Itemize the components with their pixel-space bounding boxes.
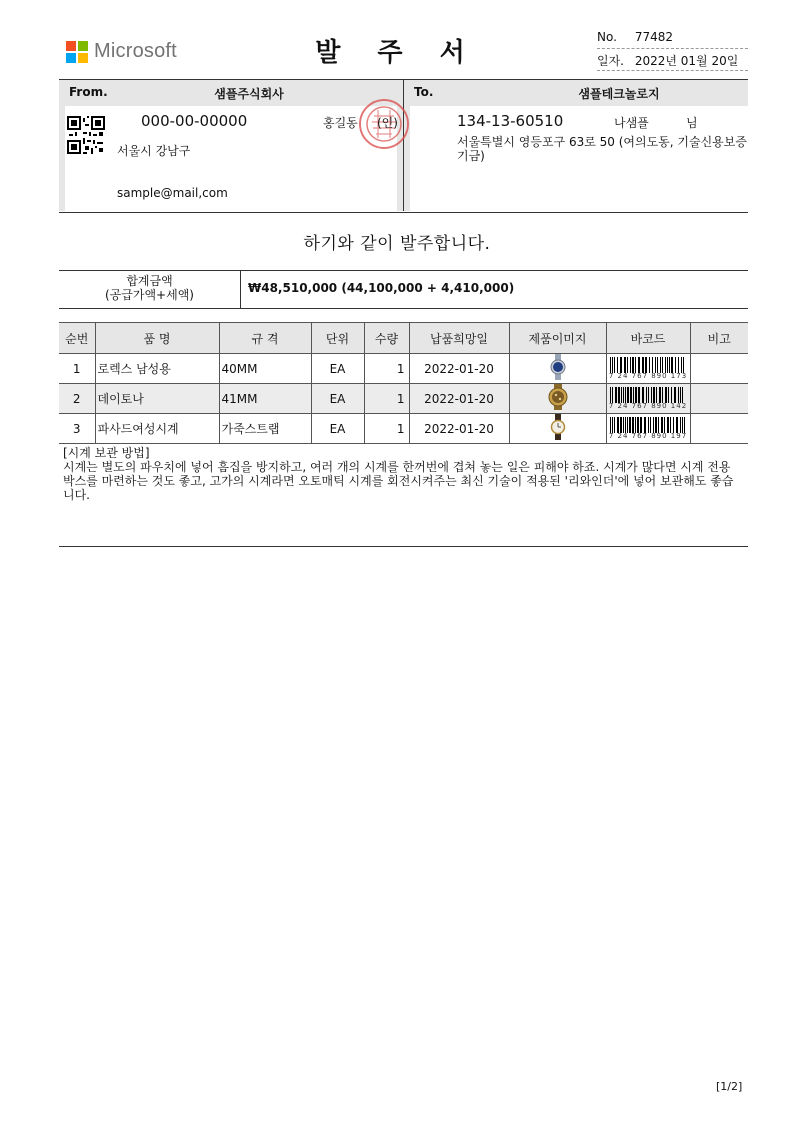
cell-unit: EA (311, 354, 364, 384)
from-address: 서울시 강남구 (117, 144, 191, 158)
barcode-bar (627, 387, 629, 403)
to-company: 샘플테크놀로지 (578, 87, 660, 101)
cell-qty: 1 (364, 384, 409, 414)
barcode-bar (676, 417, 678, 433)
cell-barcode (606, 354, 690, 384)
barcode-bar (635, 357, 636, 373)
barcode-bar (633, 387, 634, 403)
barcode-bar (610, 387, 611, 403)
barcode-bar (637, 417, 639, 433)
barcode-bar (665, 357, 666, 373)
to-address: 서울특별시 영등포구 63로 50 (여의도동, 기술신용보증기금) (457, 135, 747, 163)
from-company: 샘플주식회사 (214, 87, 284, 101)
from-email: sample@mail,com (117, 186, 228, 200)
memo-title: [시계 보관 방법] (63, 446, 150, 460)
cell-barcode (606, 414, 690, 444)
barcode-bar (632, 417, 634, 433)
barcode-bar (627, 417, 628, 433)
barcode-bar (625, 387, 626, 403)
barcode-bar (682, 387, 683, 403)
barcode-bar (678, 387, 679, 403)
col-header-spec: 규 격 (219, 323, 311, 354)
barcode-bar (642, 357, 644, 373)
cell-unit: EA (311, 414, 364, 444)
memo-body: 시계는 별도의 파우치에 넣어 흠집을 방지하고, 여러 개의 시계를 한꺼번에 겹쳐 놓는 일은 피해야 하죠. 시계가 많다면 시계 전용 박스를 마련하는 것도 좋고, 고가의 시계라면 오토매틱 시계를 회전시켜주는 최신 기술이 적용된 '리와인더'에 넣어 보관해도 좋습니다. (63, 460, 734, 502)
barcode-bar (617, 417, 619, 433)
barcode-bar (612, 387, 613, 403)
barcode-bar (627, 357, 628, 373)
logo-text: Microsoft (94, 40, 177, 62)
barcode-bar (664, 417, 665, 433)
from-ceo-name: 홍길동 (323, 116, 358, 130)
order-notice: 하기와 같이 발주합니다. (303, 234, 491, 254)
barcode-bar (667, 417, 669, 433)
barcode-bar (684, 417, 685, 433)
col-header-unit: 단위 (311, 323, 364, 354)
total-label (59, 271, 241, 308)
barcode-bar (662, 357, 663, 373)
memo-section (63, 446, 743, 502)
seal-mark: (인) (377, 116, 398, 130)
barcode-bar (614, 417, 615, 433)
barcode-bar (673, 417, 674, 433)
barcode-bar (624, 357, 626, 373)
barcode-bar (630, 387, 632, 403)
cell-no: 3 (59, 414, 95, 444)
cell-qty: 1 (364, 414, 409, 444)
barcode-bar (657, 357, 658, 373)
barcode-bar (615, 387, 617, 403)
table-row (59, 414, 748, 444)
order-date-label: 일자. (597, 54, 624, 68)
barcode-bar (651, 387, 652, 403)
barcode-bar (632, 357, 634, 373)
cell-date: 2022-01-20 (409, 384, 509, 414)
total-label-line1: 합계금액 (126, 274, 173, 288)
total-value: ₩48,510,000 (44,100,000 + 4,410,000) (248, 281, 515, 295)
barcode-bar (653, 417, 654, 433)
cell-no: 1 (59, 354, 95, 384)
barcode-bar (635, 417, 636, 433)
barcode-bar (658, 417, 659, 433)
barcode-bar (674, 387, 676, 403)
page-number: [1/2] (716, 1080, 743, 1093)
order-number-value: 77482 (634, 30, 674, 44)
col-header-barcode: 바코드 (606, 323, 690, 354)
barcode-bar (652, 357, 653, 373)
from-header (59, 80, 403, 106)
cell-spec: 40MM (219, 354, 311, 384)
barcode-bar (659, 387, 661, 403)
barcode-bar (668, 387, 669, 403)
barcode-bar (620, 417, 622, 433)
barcode-bar (638, 387, 640, 403)
cell-name: 데이토나 (95, 384, 219, 414)
from-side-shade (59, 106, 65, 211)
barcode-icon (609, 387, 687, 403)
document-title: 발 주 서 (315, 38, 479, 68)
cell-qty: 1 (364, 354, 409, 384)
barcode-bar (621, 387, 622, 403)
barcode-bar (614, 357, 615, 373)
total-amount-box (59, 270, 748, 309)
barcode-bar (635, 387, 637, 403)
barcode-bar (655, 417, 657, 433)
cell-name: 파사드여성시계 (95, 414, 219, 444)
cell-spec: 가죽스트랩 (219, 414, 311, 444)
barcode-bar (650, 417, 651, 433)
cell-barcode (606, 384, 690, 414)
col-header-no: 순번 (59, 323, 95, 354)
cell-note (690, 354, 748, 384)
cell-image (509, 354, 606, 384)
memo-bottom-divider (59, 546, 748, 547)
barcode-bar (642, 387, 644, 403)
barcode-bar (653, 387, 655, 403)
barcode-bar (646, 387, 647, 403)
cell-image (509, 384, 606, 414)
barcode-bar (660, 357, 661, 373)
barcode-bar (665, 387, 667, 403)
cell-unit: EA (311, 384, 364, 414)
table-header-row (59, 323, 748, 354)
order-date (597, 52, 748, 71)
cell-no: 2 (59, 384, 95, 414)
total-label-line2: (공급가액+세액) (105, 288, 194, 302)
barcode-bar (662, 387, 663, 403)
barcode-bar (645, 357, 647, 373)
barcode-bar (630, 357, 631, 373)
barcode-bar (638, 357, 640, 373)
col-header-date: 납품희망일 (409, 323, 509, 354)
barcode-bar (612, 357, 613, 373)
barcode-bar (629, 417, 631, 433)
barcode-bar (648, 387, 649, 403)
cell-note (690, 384, 748, 414)
table-row (59, 354, 748, 384)
barcode-bar (682, 417, 683, 433)
watch-image-icon (548, 354, 568, 380)
cell-date: 2022-01-20 (409, 414, 509, 444)
barcode-bar (617, 357, 618, 373)
barcode-bar (681, 357, 682, 373)
barcode-bar (610, 417, 611, 433)
barcode-bar (670, 417, 671, 433)
cell-image (509, 414, 606, 444)
to-label: To. (414, 85, 434, 99)
party-info-box (59, 79, 748, 213)
barcode-bar (680, 387, 681, 403)
table-row (59, 384, 748, 414)
col-header-note: 비고 (690, 323, 748, 354)
cell-note (690, 414, 748, 444)
watch-image-icon (548, 414, 568, 440)
cell-spec: 41MM (219, 384, 311, 414)
barcode-bar (623, 417, 624, 433)
from-biz-number: 000-00-00000 (141, 112, 248, 130)
barcode-bar (671, 357, 673, 373)
barcode-bar (620, 357, 622, 373)
barcode-bar (618, 387, 620, 403)
to-honorific: 님 (686, 116, 698, 130)
from-label: From. (69, 85, 108, 99)
to-header (404, 80, 748, 106)
barcode-number: 7 24 767 890 197 (608, 432, 688, 440)
barcode-bar (625, 417, 626, 433)
barcode-bar (675, 357, 676, 373)
barcode-bar (667, 357, 668, 373)
barcode-bar (623, 387, 624, 403)
barcode-bar (649, 357, 650, 373)
barcode-number: 7 24 767 890 173 (608, 372, 688, 380)
cell-date: 2022-01-20 (409, 354, 509, 384)
barcode-bar (683, 357, 684, 373)
barcode-bar (656, 387, 657, 403)
barcode-bar (671, 387, 672, 403)
barcode-bar (678, 357, 679, 373)
barcode-bar (644, 417, 646, 433)
cell-name: 로렉스 남성용 (95, 354, 219, 384)
barcode-bar (610, 357, 611, 373)
barcode-bar (669, 357, 670, 373)
order-date-value: 2022년 01월 20일 (634, 54, 739, 68)
watch-image-icon (547, 384, 569, 410)
barcode-bar (648, 417, 649, 433)
barcode-icon (609, 357, 687, 373)
barcode-bar (680, 417, 681, 433)
to-biz-number: 134-13-60510 (457, 112, 564, 130)
items-table (59, 322, 748, 444)
col-header-qty: 수량 (364, 323, 409, 354)
col-header-image: 제품이미지 (509, 323, 606, 354)
barcode-bar (612, 417, 613, 433)
barcode-number: 7 24 767 890 142 (608, 402, 688, 410)
to-ceo-name: 나샘플 (614, 116, 649, 130)
barcode-bar (655, 357, 656, 373)
qr-code-icon (67, 116, 105, 154)
order-number (597, 30, 748, 49)
barcode-bar (661, 417, 663, 433)
barcode-icon (609, 417, 687, 433)
col-header-name: 품 명 (95, 323, 219, 354)
order-number-label: No. (597, 30, 617, 44)
barcode-bar (640, 417, 642, 433)
